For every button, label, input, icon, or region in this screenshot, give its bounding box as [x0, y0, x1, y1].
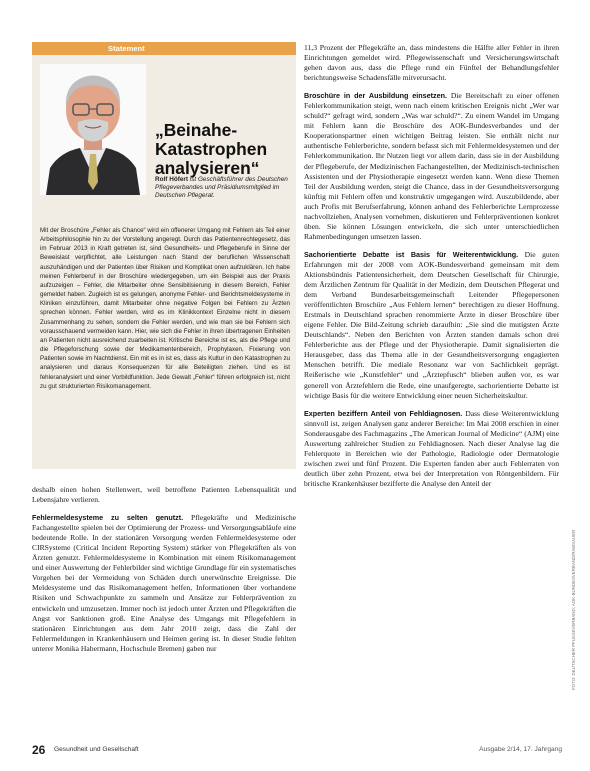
footer-section: Gesundheit und Gesellschaft [54, 746, 139, 753]
subhead-experten: Experten beziffern Anteil von Fehldiagnosen. [304, 408, 463, 418]
left-intro: deshalb einen hohen Stellenwert, weil betroffene Patienten Lebensqualität und Lebensjahre verlieren. [32, 485, 296, 505]
right-paragraph-1-text: Die Bereitschaft zu einer offenen Fehlerkommunikation steigt, wenn nach einem kritischen Ereignis nicht „Wer war schuld?“ gefragt wird, sondern „Was war schuld?“. Zu einem Wandel im Umgang mit Fehlern kann die Broschüre des AOK-Bundesverbandes und der Kooperationspartner einen wichtigen Beitrag leisten. Sie enthält nicht nur authentische Fehlerberichte, sondern befasst sich mit Fehlermeldesystemen und der Fehlerkommunikation. Ihr Nutzen liegt vor allem darin, dass sie in der Ausbildung der Pflegeberufe, der Medizinischen Fachangestellten, der Medizinisch-technischen Assistenten und der Physiotherapie eingesetzt werden kann. Wenn diese Themen Teil der Ausbildung werden, steigt die Chance, dass in der Gesundheitsversorgung künftig mit Fehlern offen und konstruktiv umgegangen wird. Auszubildende, aber auch Profis mit Berufserfahrung, können anhand des Fehlerberichte Lernprozesse nachvollziehen, Analysen vornehmen, diskutieren und Fehlerpräventionen konkret üben. Sie können Lösungen entwickeln, die sich unter unterschiedlichen Rahmenbedingungen umsetzen lassen. [304, 91, 559, 241]
right-column [304, 43, 559, 497]
right-paragraph-1 [304, 91, 559, 242]
subhead-fehlermeldesysteme: Fehlermeldesysteme zu selten genutzt. [32, 513, 184, 523]
right-paragraph-3-text: Dass diese Weiterentwicklung sinnvoll ist, zeigen Analysen ganz anderer Bereiche: Im Mai 2008 erschien in einer Sonderausgabe des Fachmagazins „The American Journal of Medicine“ (AJM) eine Auswertung zahlreicher Studien zu Fehldiagnosen. Nach dieser Analyse lag die Fehlerquote in Bereichen wie der Pathologie, Radiologie oder Dermatologie zwischen zwei und fünf Prozent. Die Experten fanden aber auch Fehlerraten von deutlich über zehn Prozent, etwa bei der Interpretation von Röntgenbildern. Für britische Krankenhäuser bezifferte die Analyse den Anteil der [304, 408, 560, 488]
subhead-sachorientierte-debatte: Sachorientierte Debatte ist Basis für Weiterentwicklung. [304, 249, 519, 259]
right-paragraph-0: 11,3 Prozent der Pflegekräfte an, dass mindestens die Hälfte aller Fehler in ihren Einrichtungen gemeldet wird. Pflegewissenschaft und Versicherungswirtschaft gehen davon aus, dass die Pflege rund ein Fünftel der Behandlungsfehler berichtungsweise Schadensfälle mitverursacht. [304, 43, 559, 83]
author-portrait [40, 64, 146, 195]
right-paragraph-2 [304, 250, 559, 401]
footer-issue: Ausgabe 2/14, 17. Jahrgang [479, 746, 562, 753]
photo-credit: FOTO: DEUTSCHER PFLEGEVERBAND; AOK-BUNDESVERBAND/RAMSAUER [571, 529, 576, 690]
subhead-broschuere: Broschüre in der Ausbildung einsetzen. [304, 91, 448, 101]
page-number: 26 [32, 743, 46, 757]
page-footer [32, 743, 562, 757]
portrait-image [40, 64, 146, 195]
statement-tag: Statement [32, 42, 296, 55]
statement-box [32, 42, 296, 469]
author-role: ist Geschäftsführer des Deutschen Pflegeverbandes und Präsidiumsmitglied im Deutschen Pflegerat. [155, 176, 288, 200]
right-paragraph-3 [304, 409, 559, 489]
author-caption [155, 176, 291, 200]
left-column [32, 485, 296, 662]
box-headline: „Beinahe-Katastrophen analysieren“ [155, 120, 268, 178]
right-paragraph-2-text: Die guten Erfahrungen mit der 2008 vom AOK-Bundesverband gemeinsam mit dem Aktionsbündnis Patientensicherheit, dem Deutschen Gesellschaft für Chirurgie, dem Ärztlichen Zentrum für Qualität in der Medizin, dem Deutschen Pflegerat und dem Verband Bundesarbeitsgemeinschaft Leitender Pflegepersonen veröffentlichten Broschüre „Aus Fehlern lernen“ berechtigen zu dieser Hoffnung. Erstmals in Deutschland sprachen renommierte Ärzte in dieser Broschüre über eigene Fehler. Die Bild-Zeitung schrieb daraufhin: „Sie sind die mutigsten Ärzte Deutschlands“. Neben den Berichten von Ärzten standen damals schon drei Fehlerberichte aus der Pflege und der Physiotherapie. Damit signalisierten die Herausgeber, dass das Thema alle in der Gesundheitsversorgung engagierten Menschen betrifft. Die mediale Resonanz war von Sachlichkeit geprägt. Reißerische wie „Kunstfehler“ und „Ärztepfusch“ blieben außen vor, es war generell von Ärztefehlern die Rede, eine unaufgeregte, sachorientierte Debatte ist wichtige Basis für die weitere Entwicklung einer neuen Sicherheitskultur. [304, 249, 559, 400]
left-paragraph-1-text: Pflegekräfte und Medizinische Fachangestellte spielen bei der Optimierung der Prozess- und Versorgungsabläufe eine bedeutende Rolle. In der stationären Versorgung werden Fehlermeldesysteme oder CIRSysteme (Critical Incident Reporting System) stärker von Pflegekräften als von Ärzten genutzt. Fehlermeldesysteme in Kombination mit einem Risikomanagement und einer Auswertung der Fehlerbilder sind wichtige Grundlage für ein systematisches Vorgehen bei der Vermeidung von Schäden durch unerwünschte Ereignisse. Die Meldesysteme und das Risikomanagement helfen, Informationen über vorhandene Risiken und Schwachpunkte zu sammeln und Ansätze zur Fehlerprävention zu entwickeln und umzusetzen. Immer noch ist jedoch unter Ärzten und Pflegekräften die Angst vor Sanktionen groß. Eine Analyse des Umgangs mit Pflegefehlern in stationären Einrichtungen aus dem Jahr 2010 zeigt, dass die Zahl der Fehlermeldungen in Krankenhäusern und Heimen gering ist. In dieser Studie fehlten unterer Monika Habermann, Hochschule Bremen) gaben nur [32, 513, 296, 653]
box-body-text: Mit der Broschüre „Fehler als Chance“ wird ein offenerer Umgang mit Fehlern als Teil einer Arbeitsphilosophie hin zu der Vorstellung angeregt. Durch das Patientenrechtegesetz, das im Februar 2013 in Kraft getreten ist, sind Gesundheits- und Pflegeberufe in Sinne der Beweislast verpflichtet, alle Leistungen nach Stand der beruflichen Wissenschaft auszuhändigen und der Patienten über Risiken und Komplikat onen aufzuklären. Ich habe meinen Fehlerberuf in der Broschüre wiedergegeben, um ein Beispiel aus der Praxis aufzuzeigen – Fehler, die Mitarbeiter ohne Sensibilisierung in diesem Bereich, Fehler gemeldet haben. Zugleich ist es gelungen, anonyme Fehler- und Berichtsmeldesysteme in Kliniken einzuführen, damit Mitarbeiter ohne negative Folgen bei Fehlern zu Ärzten sprechen können. Fehler werden, wird es im Klinikkontext Einzelne nicht in diesem Zusammenhang zu sehen, sondern die Fehler werden, und wie man sie bei Fehlern sich vorausschauend vermeiden kann. Hier, wie sich die Fehler in ihren übertragenen Einheiten an Patienten nicht ausreichend zuarbeiten ist. Kritische Bereiche ist es, als die Pflege und die Pflegeforschung sowie der Medikamentenbereich, Prophylaxen, Fixierung von Patienten sowie im Nachtdienst. Ein mit es in ist es, dass als Kultur in den Katastrophen zu analysieren und daraus Konsequenzen für alle Beteiligten ziehen. Und es ist fehleranalysiert und einer Vorbildfunktion. Jede Gewalt „Fehler“ führen erfolgreich ist, nicht zu gut strukturierten Risikomanagement. [40, 227, 290, 390]
left-paragraph-1 [32, 513, 296, 654]
author-name: Rolf Höfert [155, 176, 189, 183]
